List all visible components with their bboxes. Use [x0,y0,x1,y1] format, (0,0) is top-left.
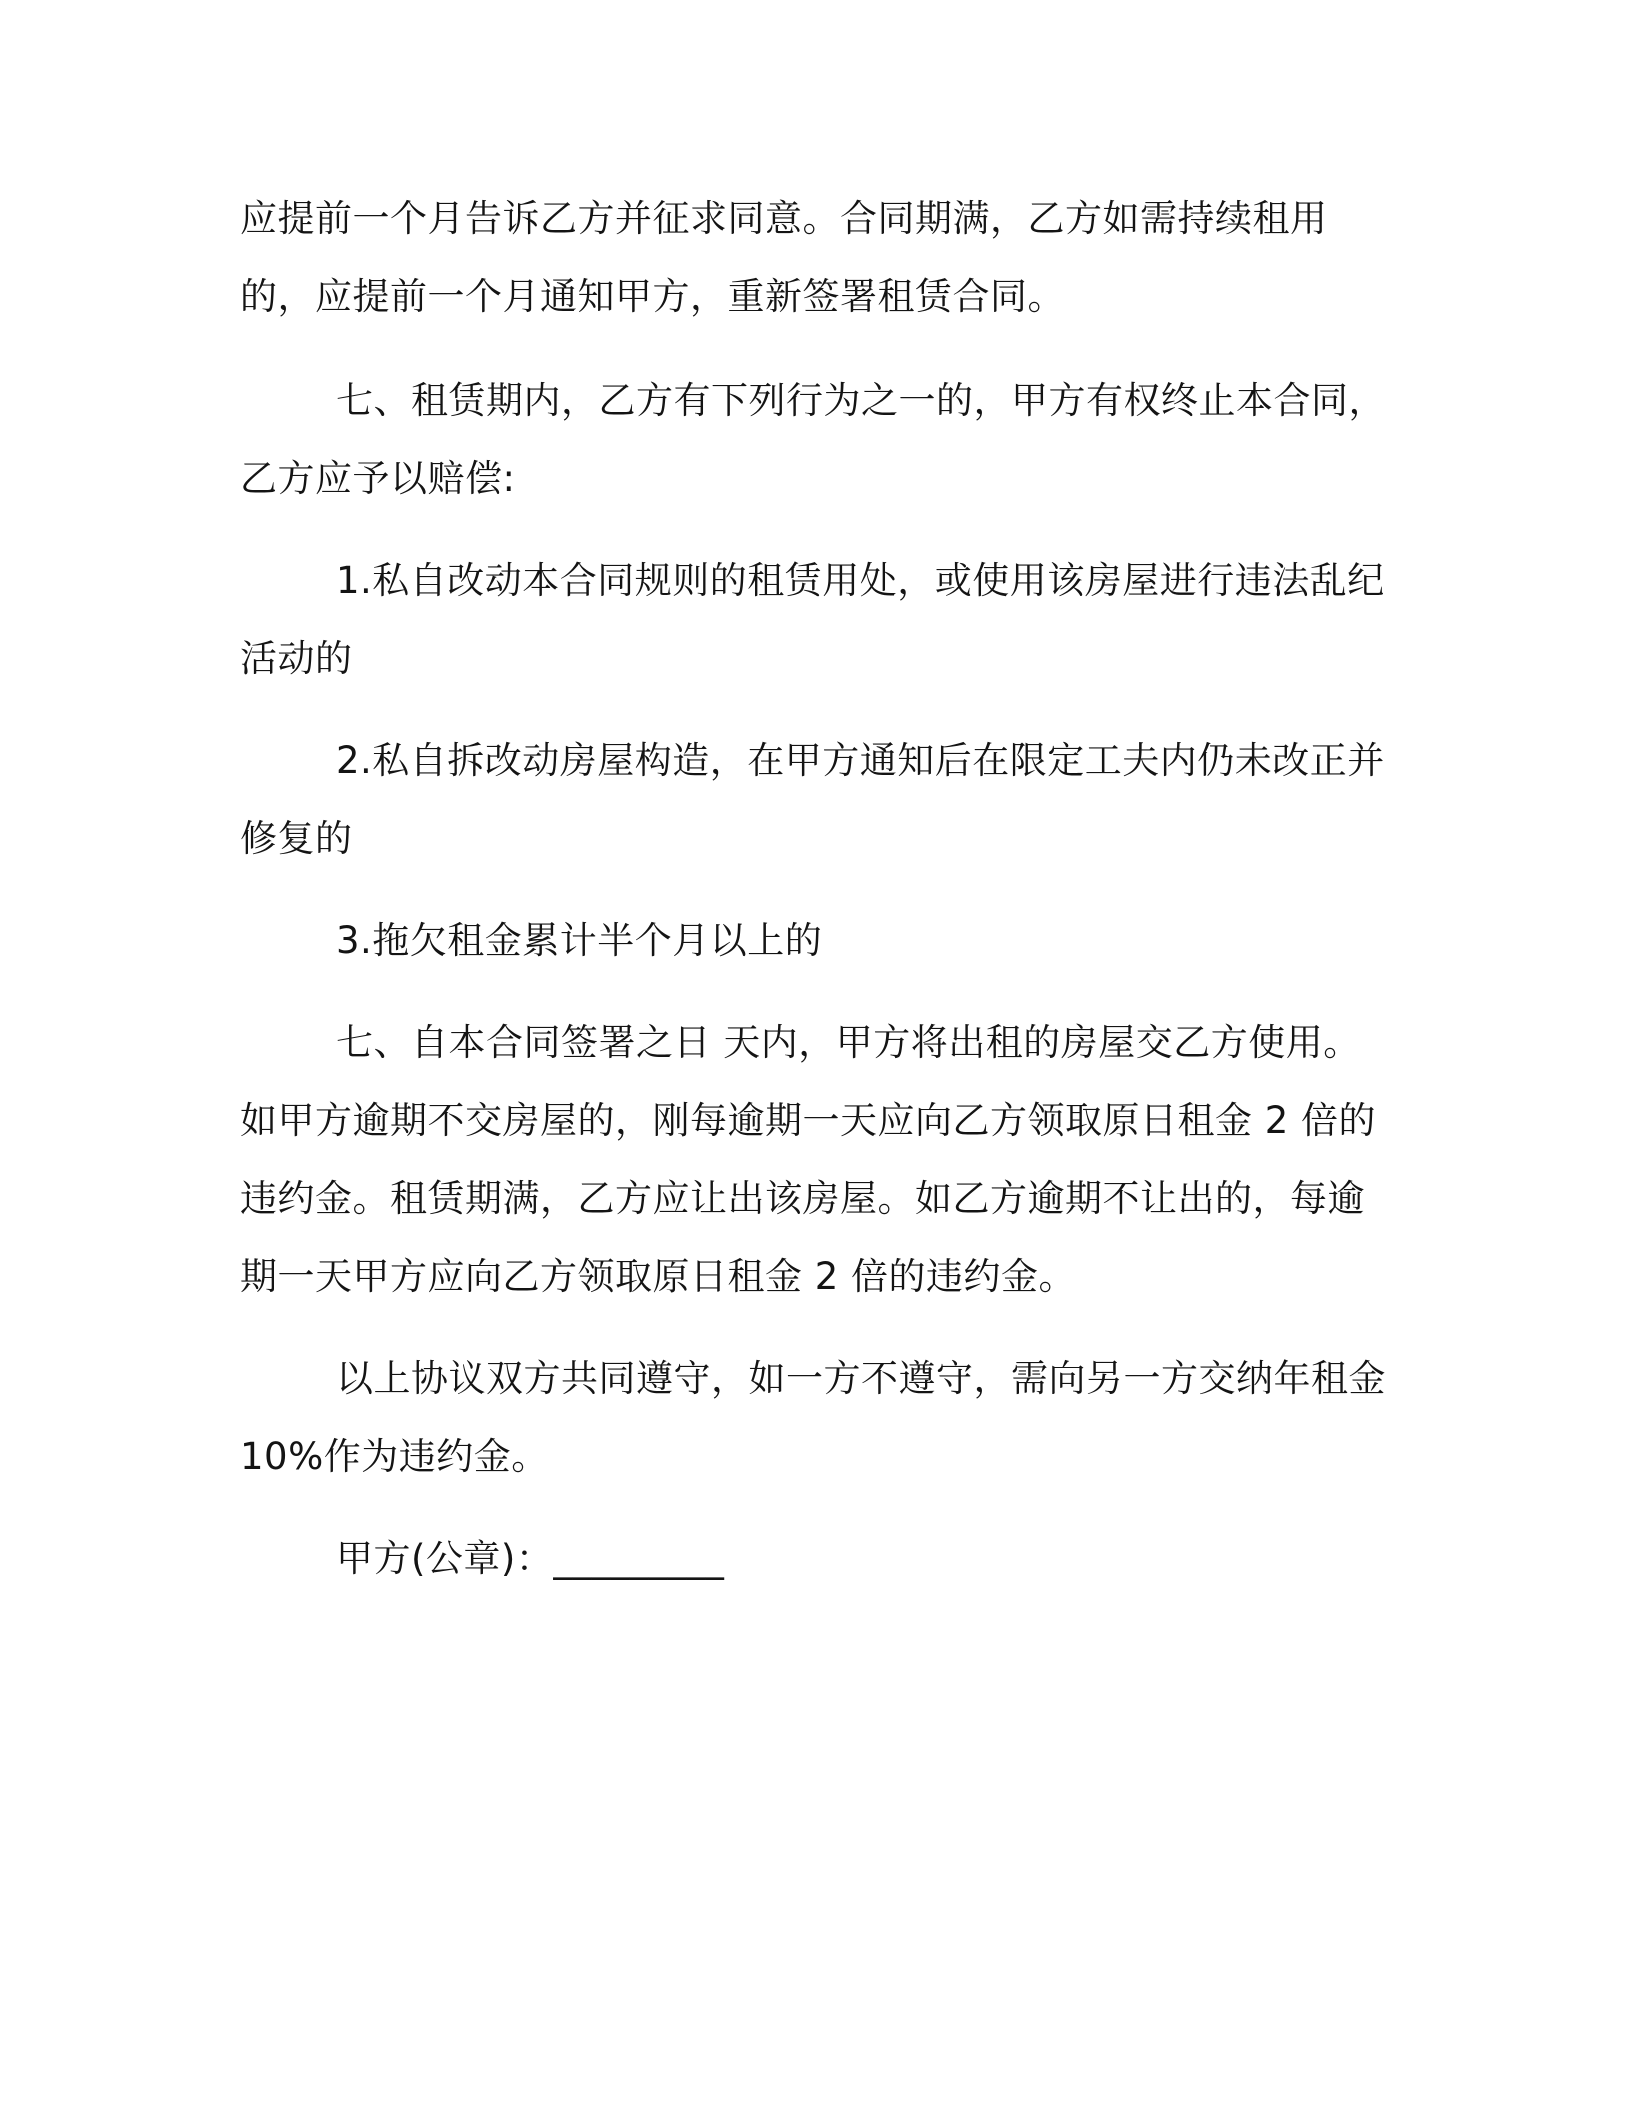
paragraph-termination-clause: 七、租赁期内，乙方有下列行为之一的，甲方有权终止本合同，乙方应予以赔偿: [240,379,1386,500]
paragraph-notice-renewal: 应提前一个月告诉乙方并征求同意。合同期满，乙方如需持续租用的，应提前一个月通知甲方，重新签署租赁合同。 [240,197,1328,318]
paragraph-item-3: 3.拖欠租金累计半个月以上的 [336,919,823,962]
paragraph-item-2: 2.私自拆改动房屋构造，在甲方通知后在限定工夫内仍未改正并修复的 [240,739,1385,860]
paragraph-handover-clause: 七、自本合同签署之日 天内，甲方将出租的房屋交乙方使用。如甲方逾期不交房屋的，刚每逾期一天应向乙方领取原日租金 2 倍的违约金。租赁期满，乙方应让出该房屋。如乙方逾期不让出的，每逾期一天甲方应向乙方领取原日租金 2 倍的违约金。 [240,1021,1377,1298]
paragraph-item-1: 1.私自改动本合同规则的租赁用处，或使用该房屋进行违法乱纪活动的 [240,559,1385,680]
signature-line-party-a: 甲方(公章)：_________ [336,1537,725,1580]
paragraph-penalty-clause: 以上协议双方共同遵守，如一方不遵守，需向另一方交纳年租金 10%作为违约金。 [240,1357,1386,1478]
